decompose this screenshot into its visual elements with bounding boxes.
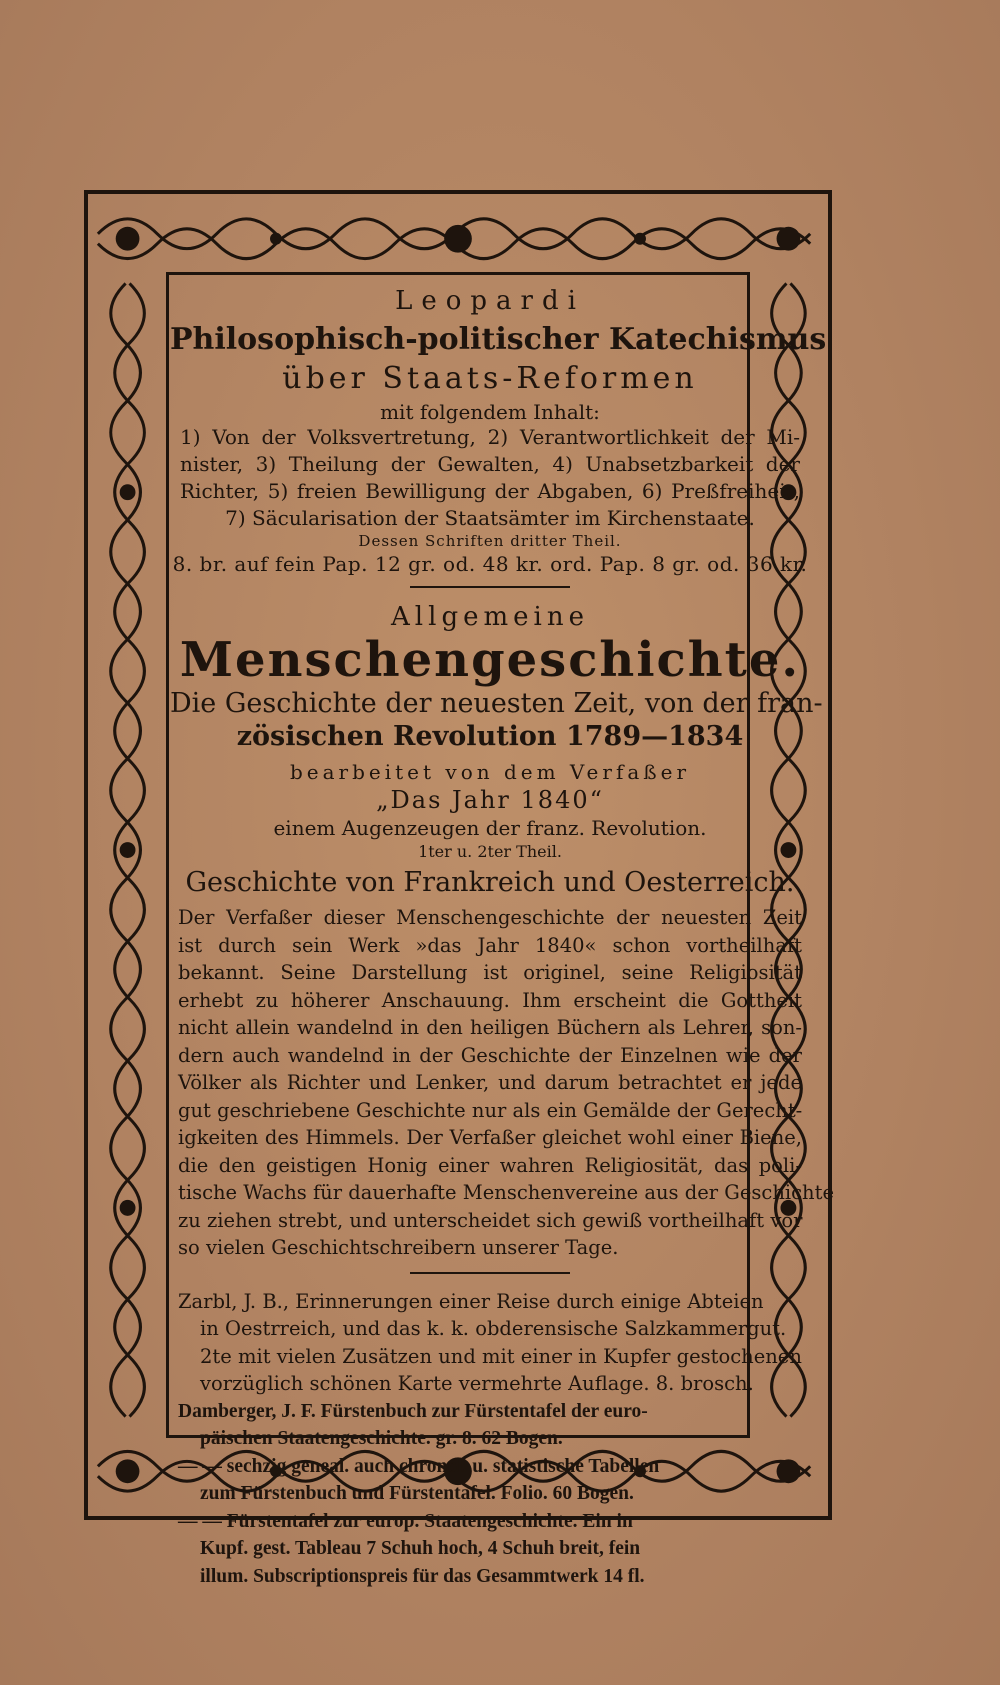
- bibliography-line: Damberger, J. F. Fürstenbuch zur Fürstentafel der euro-: [178, 1400, 648, 1422]
- author-name: Leopardi: [395, 286, 585, 316]
- bibliography-line: in Oestrreich, und das k. k. obderensische Salzkammergut.: [200, 1317, 787, 1340]
- writings-note: Dessen Schriften dritter Theil.: [358, 532, 622, 550]
- bibliography-line: päischen Staatengeschichte. gr. 8. 62 Bogen.: [200, 1428, 563, 1449]
- bibliography-line: Kupf. gest. Tableau 7 Schuh hoch, 4 Schuh breit, fein: [200, 1538, 641, 1559]
- description-line: nicht allein wandelnd in den heiligen Büchern als Lehrer, son-: [178, 1016, 802, 1039]
- contents-line: nister, 3) Theilung der Gewalten, 4) Unabsetzbarkeit der: [180, 452, 800, 476]
- description-line: zu ziehen strebt, und unterscheidet sich gewiß vortheilhaft vor: [178, 1208, 803, 1232]
- description-line: dern auch wandelnd in der Geschichte der Einzelnen wie der: [178, 1043, 802, 1067]
- bibliography-list: [170, 1288, 810, 1591]
- contents-label: mit folgendem Inhalt:: [380, 400, 600, 424]
- book-title: Philosophisch-politischer Katechismus: [170, 322, 827, 357]
- description-line: gut geschriebene Geschichte nur als ein Gemälde der Gerecht-: [178, 1098, 803, 1122]
- description-line: die den geistigen Honig einer wahren Religiosität, das poli-: [178, 1153, 802, 1177]
- bibliography-line: zum Fürstenbuch und Fürstentafel. Folio. 60 Bogen.: [200, 1483, 634, 1504]
- description-line: igkeiten des Himmels. Der Verfaßer gleichet wohl einer Biene,: [178, 1126, 802, 1149]
- divider: [410, 1272, 570, 1274]
- bibliography-line: vorzüglich schönen Karte vermehrte Auflage. 8. brosch.: [200, 1372, 754, 1395]
- author-line: bearbeitet von dem Verfaßer: [289, 760, 691, 784]
- bibliography-line: 2te mit vielen Zusätzen und mit einer in Kupfer gestochenen: [200, 1344, 802, 1368]
- contents-last: [170, 505, 810, 532]
- parts-line: 1ter u. 2ter Theil.: [418, 842, 562, 861]
- subtitle-line: zösischen Revolution 1789—1834: [236, 721, 744, 752]
- pre-title: Allgemeine: [391, 602, 589, 632]
- description-line: bekannt. Seine Darstellung ist originel, seine Religiosität: [178, 961, 802, 984]
- witness-line: einem Augenzeugen der franz. Revolution.: [273, 816, 707, 840]
- description-paragraph: [170, 904, 834, 1262]
- bibliography-line: — — Fürstentafel zur europ. Staatengeschichte. Ein in: [178, 1510, 633, 1532]
- book-reference: „Das Jahr 1840“: [376, 786, 604, 814]
- contents-line: 7) Säcularisation der Staatsämter im Kirchenstaate.: [225, 506, 755, 530]
- subtitle-line: Die Geschichte der neuesten Zeit, von der fran-: [170, 688, 823, 719]
- description-line: Der Verfaßer dieser Menschengeschichte der neuesten Zeit: [178, 906, 802, 929]
- bibliography-line: — — sechzig geneal. auch chronol. u. statistische Tabellen: [178, 1455, 660, 1477]
- contents-list: [170, 424, 810, 505]
- contents-line: 1) Von der Volksvertretung, 2) Verantwortlichkeit der Mi-: [180, 425, 800, 449]
- description-line: so vielen Geschichtschreibern unserer Tage.: [178, 1236, 619, 1259]
- contents-line: Richter, 5) freien Bewilligung der Abgaben, 6) Preßfreiheit,: [180, 479, 800, 503]
- main-title: Menschengeschichte.: [179, 632, 801, 688]
- book-title-continued: über Staats-Reformen: [282, 361, 698, 396]
- description-line: ist durch sein Werk »das Jahr 1840« schon vortheilhaft: [178, 933, 802, 957]
- bibliography-line: illum. Subscriptionspreis für das Gesammtwerk 14 fl.: [200, 1565, 645, 1587]
- bibliography-line: Zarbl, J. B., Erinnerungen einer Reise durch einige Abteien: [178, 1289, 764, 1313]
- divider: [410, 586, 570, 588]
- advertisement-text: [170, 278, 834, 1587]
- history-title: Geschichte von Frankreich und Oesterreich.: [185, 867, 795, 898]
- description-line: erhebt zu höherer Anschauung. Ihm erscheint die Gottheit: [178, 988, 802, 1012]
- description-line: tische Wachs für dauerhafte Menschenvereine aus der Geschichte: [178, 1181, 834, 1204]
- price-line: 8. br. auf fein Pap. 12 gr. od. 48 kr. ord. Pap. 8 gr. od. 36 kr.: [172, 552, 808, 576]
- description-line: Völker als Richter und Lenker, und darum betrachtet er jede: [178, 1071, 802, 1094]
